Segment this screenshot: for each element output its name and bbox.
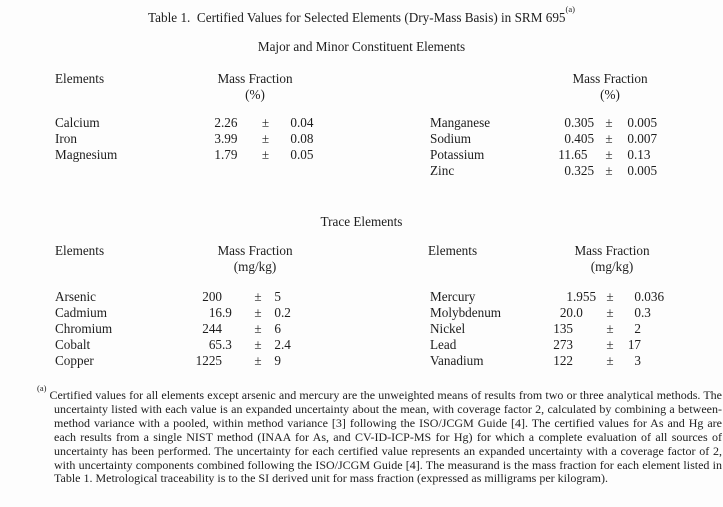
header-mass-fraction-major-right: Mass Fraction — [572, 71, 648, 86]
uncertainty-frac: .007 — [634, 131, 658, 146]
value-frac — [573, 337, 597, 353]
uncertainty-frac — [641, 321, 690, 337]
table-row — [55, 353, 330, 369]
uncertainty-int: 9 — [274, 353, 281, 368]
value-frac — [222, 353, 244, 369]
uncertainty-frac: .08 — [297, 131, 314, 146]
uncertainty-int: 6 — [274, 321, 281, 336]
plus-minus: ± — [254, 305, 262, 320]
value-int: 1 — [214, 147, 221, 162]
uncertainty-int: 0 — [634, 305, 641, 320]
value-int: 122 — [553, 353, 573, 368]
uncertainty-int: 2 — [634, 321, 641, 336]
plus-minus: ± — [605, 115, 613, 130]
value-int: 0 — [564, 115, 571, 130]
element-name: Potassium — [430, 147, 485, 162]
element-name: Calcium — [55, 115, 100, 130]
table-row — [430, 337, 690, 353]
value-int: 3 — [214, 131, 221, 146]
header-mass-fraction-major-left: Mass Fraction — [217, 71, 293, 86]
header-elements-major-left: Elements — [55, 71, 105, 86]
value-int: 20 — [559, 305, 573, 320]
element-name: Cadmium — [55, 305, 108, 320]
uncertainty-int: 0 — [627, 131, 634, 146]
uncertainty-frac: .05 — [297, 147, 314, 162]
value-frac: .405 — [571, 131, 595, 146]
section-heading-major: Major and Minor Constituent Elements — [257, 39, 466, 54]
value-int: 0 — [564, 163, 571, 178]
element-name: Sodium — [430, 131, 472, 146]
footnote-marker: (a) — [37, 382, 47, 393]
element-name: Lead — [430, 337, 457, 352]
uncertainty-int: 0 — [627, 147, 634, 162]
value-frac: .79 — [221, 147, 238, 162]
table-row — [430, 147, 690, 163]
table-major-left — [55, 115, 330, 163]
uncertainty-int: 2 — [274, 337, 281, 352]
footnote-text: Certified values for all elements except arsenic and mercury are the unweighted means of results from two or three analytical methods. The uncertainty listed with each value is an expanded uncertainty about the mean, with coverage factor 2, calculated by combining a between-method variance with a pooled, within method variance [3] following the ISO/JCGM Guide [4]. The certified values for As and Hg are each results from a single NIST method (INAA for As, and CV-ID-ICP-MS for Hg) for which a complete evaluation of all sources of uncertainty has been performed. The uncertainty for each certified value represents an expanded uncertainty with a coverage factor of 2, with uncertainty components combined following the ISO/JCGM Guide [4]. The measurand is the mass fraction for each element listed in Table 1. Metrological traceability is to the SI derived unit for mass fraction (expressed as milligrams per kilogram). — [49, 388, 722, 486]
uncertainty-frac: .04 — [297, 115, 314, 130]
plus-minus: ± — [606, 289, 614, 304]
table-row — [55, 115, 330, 131]
uncertainty-int: 3 — [634, 353, 641, 368]
table-row — [55, 131, 330, 147]
element-name: Magnesium — [55, 147, 118, 162]
value-frac: .325 — [571, 163, 595, 178]
page-title-text: Table 1. Certified Values for Selected Elements (Dry-Mass Basis) in SRM 695 — [148, 10, 566, 25]
table-row — [430, 321, 690, 337]
header-unit-trace-right: (mg/kg) — [590, 259, 634, 274]
value-int: 135 — [553, 321, 573, 336]
table-row — [430, 305, 690, 321]
uncertainty-frac: .2 — [281, 305, 291, 320]
plus-minus: ± — [606, 321, 614, 336]
value-frac: .9 — [222, 305, 232, 320]
element-name: Molybdenum — [430, 305, 502, 320]
element-name: Nickel — [430, 321, 466, 336]
value-int: 65 — [208, 337, 222, 352]
uncertainty-frac: .4 — [281, 337, 291, 352]
uncertainty-int: 0 — [634, 289, 641, 304]
table-row — [55, 305, 330, 321]
table-row — [55, 147, 330, 163]
footnote — [37, 382, 722, 486]
value-int: 16 — [208, 305, 222, 320]
value-frac — [573, 321, 597, 337]
uncertainty-frac: .13 — [634, 147, 651, 162]
page-title — [0, 4, 723, 26]
uncertainty-int: 0 — [290, 131, 297, 146]
value-frac: .0 — [573, 305, 583, 320]
element-name: Cobalt — [55, 337, 91, 352]
value-frac — [222, 289, 244, 305]
table-row — [55, 289, 330, 305]
plus-minus: ± — [254, 337, 262, 352]
header-mass-fraction-trace-left: Mass Fraction — [217, 243, 293, 258]
uncertainty-int: 0 — [274, 305, 281, 320]
value-int: 11 — [558, 147, 571, 162]
value-int: 244 — [202, 321, 222, 336]
element-name: Vanadium — [430, 353, 484, 368]
value-frac: .3 — [222, 337, 232, 352]
table-major-right — [430, 115, 690, 179]
header-elements-trace-right: Elements — [428, 243, 478, 258]
value-frac: .65 — [571, 147, 588, 162]
header-unit-trace-left: (mg/kg) — [233, 259, 277, 274]
table-row — [430, 115, 690, 131]
uncertainty-frac: .036 — [641, 289, 665, 304]
uncertainty-frac — [281, 353, 330, 369]
element-name: Copper — [55, 353, 94, 368]
table-row — [430, 289, 690, 305]
value-frac: .955 — [573, 289, 597, 304]
element-name: Iron — [55, 131, 77, 146]
header-elements-trace-left: Elements — [55, 243, 105, 258]
value-int: 2 — [214, 115, 221, 130]
plus-minus: ± — [254, 353, 262, 368]
uncertainty-frac — [281, 321, 330, 337]
value-frac — [222, 321, 244, 337]
table-row — [430, 131, 690, 147]
value-int: 273 — [553, 337, 573, 352]
element-name: Mercury — [430, 289, 476, 304]
table-row — [430, 163, 690, 179]
header-unit-major-left: (%) — [245, 87, 265, 102]
value-frac — [573, 353, 597, 369]
header-unit-major-right: (%) — [600, 87, 620, 102]
uncertainty-frac: .005 — [634, 163, 658, 178]
value-int: 200 — [202, 289, 222, 304]
title-footnote-marker: (a) — [565, 4, 575, 15]
plus-minus: ± — [261, 147, 270, 162]
value-frac: .99 — [221, 131, 238, 146]
table-row — [430, 353, 690, 369]
uncertainty-frac — [641, 353, 690, 369]
value-frac: .26 — [221, 115, 238, 130]
table-trace-left — [55, 289, 330, 369]
uncertainty-frac — [641, 337, 690, 353]
table-row — [55, 337, 330, 353]
plus-minus: ± — [606, 337, 614, 352]
uncertainty-int: 0 — [627, 115, 634, 130]
plus-minus: ± — [606, 305, 614, 320]
plus-minus: ± — [254, 321, 262, 336]
uncertainty-int: 0 — [290, 147, 297, 162]
uncertainty-int: 17 — [627, 337, 641, 352]
uncertainty-frac: .3 — [641, 305, 651, 320]
section-heading-trace: Trace Elements — [320, 214, 403, 229]
uncertainty-int: 0 — [290, 115, 297, 130]
uncertainty-frac — [281, 289, 330, 305]
uncertainty-frac: .005 — [634, 115, 658, 130]
plus-minus: ± — [261, 131, 270, 146]
element-name: Arsenic — [55, 289, 97, 304]
value-frac: .305 — [571, 115, 595, 130]
value-int: 1 — [566, 289, 573, 304]
element-name: Manganese — [430, 115, 491, 130]
plus-minus: ± — [605, 163, 613, 178]
plus-minus: ± — [605, 131, 613, 146]
element-name: Zinc — [430, 163, 455, 178]
element-name: Chromium — [55, 321, 113, 336]
value-int: 0 — [564, 131, 571, 146]
plus-minus: ± — [261, 115, 270, 130]
table-trace-right — [430, 289, 690, 369]
plus-minus: ± — [605, 147, 613, 162]
plus-minus: ± — [606, 353, 614, 368]
value-int: 1225 — [195, 353, 222, 368]
uncertainty-int: 5 — [274, 289, 281, 304]
plus-minus: ± — [254, 289, 262, 304]
uncertainty-int: 0 — [627, 163, 634, 178]
table-row — [55, 321, 330, 337]
header-mass-fraction-trace-right: Mass Fraction — [574, 243, 650, 258]
